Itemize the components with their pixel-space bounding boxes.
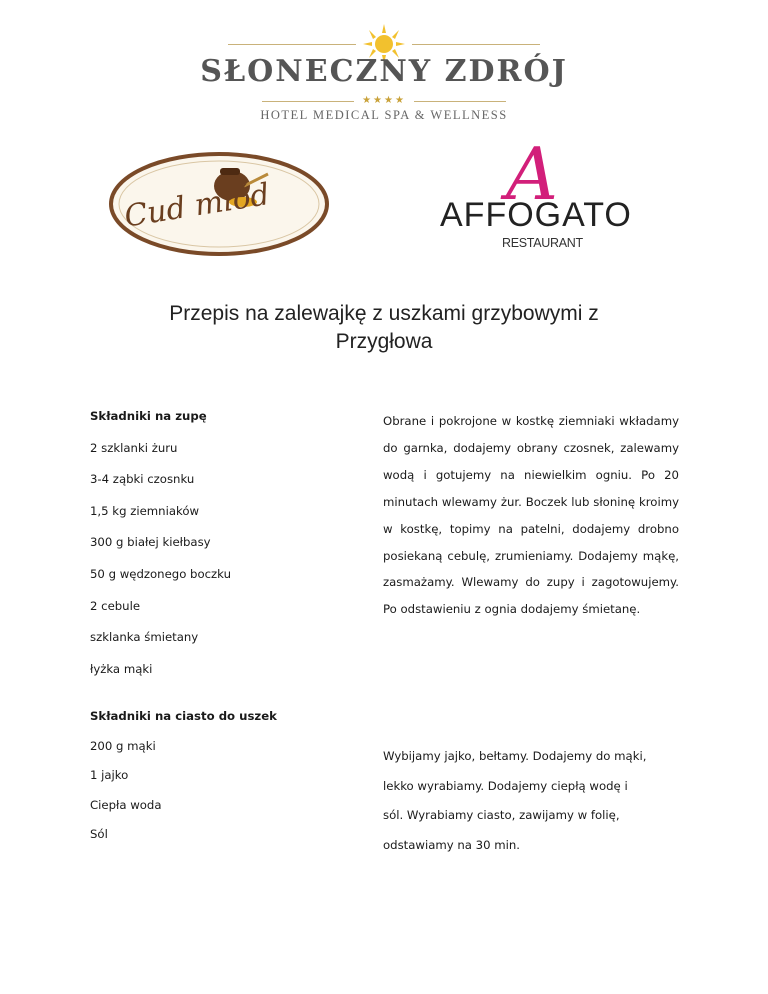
recipe-title	[100, 300, 668, 356]
dough-heading: Składniki na ciasto do uszek	[90, 709, 277, 723]
dough-instructions-line: Wybijamy jajko, bełtamy. Dodajemy do mąki,	[383, 749, 647, 763]
recipe-title-line-1: Przepis na zalewajkę z uszkami grzybowymi z	[169, 302, 599, 325]
affogato-letter: A	[506, 132, 558, 216]
cud-miod-text: Cud miód	[122, 177, 273, 235]
list-item: 1 jajko	[90, 768, 129, 782]
stars-rule-right	[414, 101, 506, 102]
list-item: Sól	[90, 827, 108, 841]
list-item: 50 g wędzonego boczku	[90, 566, 232, 581]
dough-instructions-line: odstawiamy na 30 min.	[383, 837, 521, 852]
dough-instructions	[383, 742, 679, 860]
list-item: szklanka śmietany	[90, 630, 199, 645]
dough-instructions-line: lekko wyrabiamy. Dodajemy ciepłą wodę i	[383, 778, 628, 793]
list-item: Ciepła woda	[90, 797, 162, 812]
rating-stars: ★★★★	[362, 95, 406, 106]
hotel-brand-name: SŁONECZNY ZDRÓJ	[200, 54, 568, 89]
list-item: 300 g białej kiełbasy	[90, 535, 211, 550]
list-item: 3-4 ząbki czosnku	[90, 472, 195, 487]
hotel-subtitle: HOTEL MEDICAL SPA & WELLNESS	[260, 108, 508, 122]
affogato-restaurant: RESTAURANT	[502, 236, 583, 250]
dough-ingredients-list	[90, 708, 350, 856]
dough-instructions-line: sól. Wyrabiamy ciasto, zawijamy w folię,	[383, 808, 620, 822]
soup-ingredients-list	[90, 408, 350, 692]
list-item: 2 szklanki żuru	[90, 440, 178, 455]
list-item: łyżka mąki	[90, 661, 153, 676]
logo-rule-right	[412, 44, 540, 45]
recipe-title-line-2: Przygłowa	[335, 330, 433, 353]
logo-rule-left	[228, 44, 356, 45]
list-item: 200 g mąki	[90, 738, 156, 753]
soup-instructions: Obrane i pokrojone w kostkę ziemniaki wkładamy do garnka, dodajemy obrany czosnek, zalewamy wodą i gotujemy na niewielkim ogniu. Po 20 minutach wlewamy żur. Boczek lub słoninę kroimy w kostkę, topimy na patelni, dodajemy drobno posiekaną cebulę, zrumieniamy. Dodajemy mąkę, zasmażamy. Wlewamy do zupy i zagotowujemy. Po odstawieniu z ognia dodajemy śmietanę.	[383, 414, 679, 617]
soup-heading: Składniki na zupę	[90, 409, 207, 423]
affogato-name: AFFOGATO	[440, 196, 632, 234]
list-item: 1,5 kg ziemniaków	[90, 503, 200, 518]
list-item: 2 cebule	[90, 598, 141, 613]
